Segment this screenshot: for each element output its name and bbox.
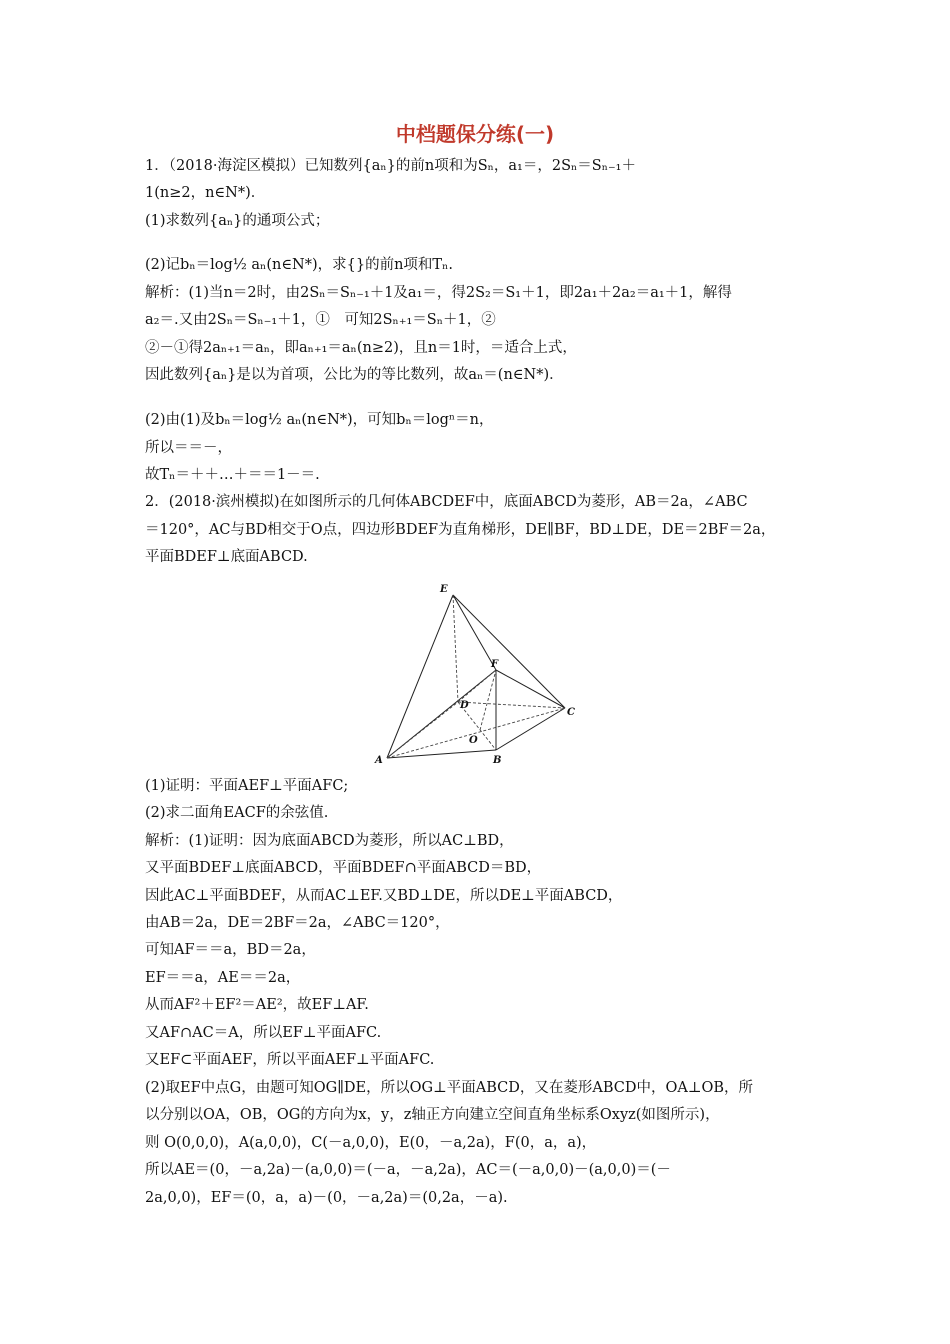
text-line: 解析：(1)证明：因为底面ABCD为菱形，所以AC⊥BD，: [145, 833, 514, 849]
text-line: ＝120°，AC与BD相交于O点，四边形BDEF为直角梯形，DE∥BF，BD⊥DE，DE＝2BF＝2a，: [145, 522, 776, 538]
text-line: 所以AE＝(0，－a,2a)－(a,0,0)＝(－a，－a,2a)，AC＝(－a,0,0)－(a,0,0)＝(－: [145, 1162, 671, 1178]
vertex-label-a: A: [375, 755, 383, 766]
text-line: ②－①得2aₙ₊₁＝aₙ，即aₙ₊₁＝aₙ(n≥2)，且n＝1时，＝适合上式，: [145, 340, 577, 356]
text-line: (2)取EF中点G，由题可知OG∥DE，所以OG⊥平面ABCD，又在菱形ABCD中，OA⊥OB，所: [145, 1080, 754, 1096]
text-line: 又EF⊂平面AEF，所以平面AEF⊥平面AFC.: [145, 1052, 435, 1068]
text-line: 2a,0,0)，EF＝(0，a，a)－(0，－a,2a)＝(0,2a，－a).: [145, 1190, 508, 1206]
text-line: EF＝＝a，AE＝＝2a，: [145, 970, 301, 986]
text-line: 从而AF²＋EF²＝AE²，故EF⊥AF.: [145, 997, 369, 1013]
text-line: 解析：(1)当n＝2时，由2Sₙ＝Sₙ₋₁＋1及a₁＝，得2S₂＝S₁＋1，即2a₁＋2a₂＝a₁＋1，解得: [145, 285, 732, 301]
text-line: 可知AF＝＝a，BD＝2a，: [145, 942, 316, 958]
text-line: 1(n≥2，n∈N*)．: [145, 185, 266, 201]
edge-df: [458, 670, 496, 702]
vertex-label-c: C: [567, 707, 575, 718]
segment-of: [480, 670, 496, 730]
edge-dc: [458, 702, 565, 708]
text-line: 以分别以OA，OB，OG的方向为x，y，z轴正方向建立空间直角坐标系Oxyz(如图所示)，: [145, 1107, 720, 1123]
vertex-label-b: B: [493, 755, 502, 766]
vertex-label-d: D: [460, 700, 469, 711]
text-line: 则 O(0,0,0)，A(a,0,0)，C(－a,0,0)，E(0，－a,2a)，F(0，a，a)，: [145, 1135, 597, 1151]
edge-ab: [387, 750, 496, 758]
edge-bc: [496, 708, 565, 750]
edge-ea: [387, 595, 453, 758]
text-line: 1．（2018·海淀区模拟）已知数列{aₙ}的前n项和为Sₙ，a₁＝，2Sₙ＝Sₙ₋₁＋: [145, 158, 636, 174]
text-line: 又AF∩AC＝A，所以EF⊥平面AFC.: [145, 1025, 382, 1041]
page-title: 中档题保分练(一): [395, 122, 555, 146]
vertex-label-o: O: [469, 735, 478, 746]
text-line: a₂＝.又由2Sₙ＝Sₙ₋₁＋1，① 可知2Sₙ₊₁＝Sₙ＋1，②: [145, 312, 496, 328]
text-line: (1)证明：平面AEF⊥平面AFC;: [145, 778, 349, 794]
text-line: 又平面BDEF⊥底面ABCD，平面BDEF∩平面ABCD＝BD，: [145, 860, 542, 876]
text-line: 故Tₙ＝＋＋…＋＝＝1－＝.: [145, 467, 320, 483]
text-line: (1)求数列{aₙ}的通项公式；: [145, 213, 330, 229]
text-line: 由AB＝2a，DE＝2BF＝2a，∠ABC＝120°，: [145, 915, 450, 931]
polyhedron-diagram: [370, 580, 585, 770]
vertex-label-e: E: [440, 584, 448, 595]
text-line: (2)求二面角EACF的余弦值.: [145, 805, 329, 821]
text-line: 2．(2018·滨州模拟)在如图所示的几何体ABCDEF中，底面ABCD为菱形，AB＝2a，∠ABC: [145, 494, 748, 510]
geometry-figure: [370, 580, 585, 770]
vertex-label-f: F: [491, 659, 499, 670]
text-line: 因此AC⊥平面BDEF，从而AC⊥EF.又BD⊥DE，所以DE⊥平面ABCD，: [145, 888, 623, 904]
edge-ed: [453, 595, 458, 702]
text-line: (2)由(1)及bₙ＝log½ aₙ(n∈N*)，可知bₙ＝logⁿ＝n，: [145, 412, 494, 428]
text-line: 平面BDEF⊥底面ABCD.: [145, 549, 308, 565]
text-line: 因此数列{aₙ}是以为首项，公比为的等比数列，故aₙ＝(n∈N*)．: [145, 367, 564, 383]
text-line: (2)记bₙ＝log½ aₙ(n∈N*)，求{}的前n项和Tₙ.: [145, 257, 453, 273]
text-line: 所以＝＝－，: [145, 440, 232, 456]
edge-fc: [496, 670, 565, 708]
diagonal-ac: [387, 708, 565, 758]
